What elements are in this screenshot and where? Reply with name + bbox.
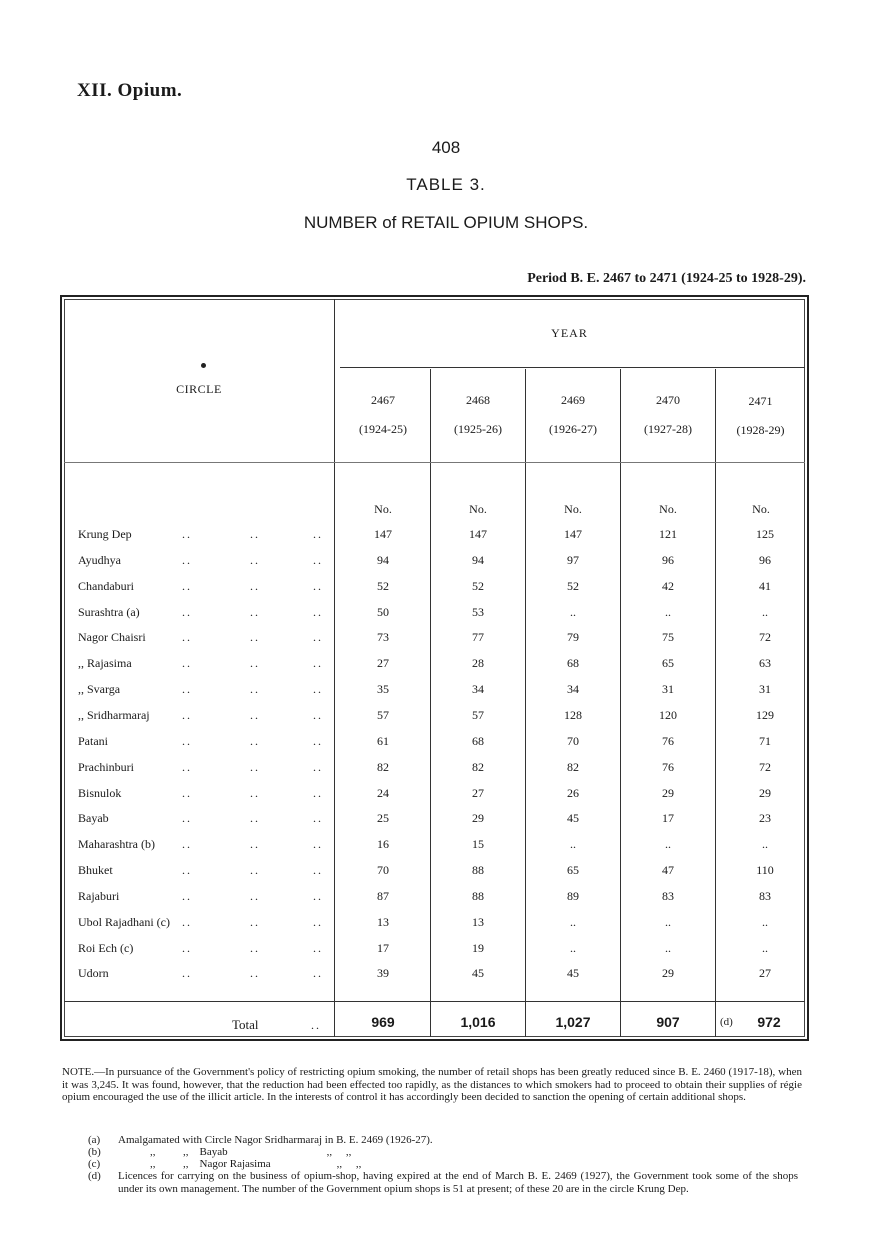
table-cell: 65 (567, 863, 579, 877)
column-year-be: 2469 (561, 393, 585, 407)
leader-dots: .. (250, 579, 260, 593)
table-cell: 88 (472, 889, 484, 903)
table-cell: 72 (759, 760, 771, 774)
table-cell: .. (665, 605, 671, 619)
leader-dots: .. (250, 966, 260, 980)
column-year-ce: (1926-27) (549, 422, 597, 436)
leader-dots: .. (313, 605, 323, 619)
unit-label: No. (564, 502, 582, 516)
table-cell: 45 (567, 966, 579, 980)
leader-dots: .. (182, 760, 192, 774)
leader-dots: .. (313, 734, 323, 748)
table-cell: 129 (756, 708, 774, 722)
column-year-be: 2470 (656, 393, 680, 407)
leader-dots: .. (313, 811, 323, 825)
leader-dots: .. (182, 682, 192, 696)
table-cell: 70 (377, 863, 389, 877)
table-cell: 52 (472, 579, 484, 593)
row-circle-label: Udorn (78, 966, 109, 980)
leader-dots: .. (250, 734, 260, 748)
table-number: TABLE 3. (406, 175, 486, 194)
leader-dots: .. (250, 837, 260, 851)
table-cell: 94 (377, 553, 389, 567)
table-cell: 13 (377, 915, 389, 929)
table-title: NUMBER of RETAIL OPIUM SHOPS. (303, 213, 589, 232)
table-cell: 25 (377, 811, 389, 825)
leader-dots: .. (182, 837, 192, 851)
row-circle-label: Maharashtra (b) (78, 837, 155, 851)
column-year-ce: (1924-25) (359, 422, 407, 436)
leader-dots: .. (250, 682, 260, 696)
total-2467: 969 (371, 1014, 395, 1030)
table-cell: 89 (567, 889, 579, 903)
leader-dots: .. (250, 527, 260, 541)
row-circle-label: Ayudhya (78, 553, 121, 567)
column-year-ce: (1928-29) (736, 423, 785, 437)
leader-dots: .. (250, 915, 260, 929)
table-cell: 68 (567, 656, 579, 670)
row-circle-label: Chandaburi (78, 579, 134, 593)
leader-dots: .. (182, 708, 192, 722)
leader-dots: .. (250, 863, 260, 877)
table-cell: 75 (662, 630, 674, 644)
table-cell: 68 (472, 734, 484, 748)
leader-dots: .. (182, 527, 192, 541)
table-cell: 41 (759, 579, 771, 593)
table-cell: 27 (759, 966, 771, 980)
note-text: ,, ,, Nagor Rajasima ,, ,, (150, 1158, 362, 1170)
leader-dots: .. (250, 630, 260, 644)
column-divider (620, 369, 621, 1037)
leader-dots: .. (250, 786, 260, 800)
year-header: YEAR (551, 326, 588, 340)
note-mark: (c) (88, 1158, 101, 1170)
row-circle-label: Surashtra (a) (78, 605, 140, 619)
total-2471: 972 (757, 1014, 781, 1030)
leader-dots: .. (313, 630, 323, 644)
table-cell: .. (570, 837, 576, 851)
leader-dots: .. (313, 915, 323, 929)
page-number: 408 (431, 138, 461, 157)
table-cell: 83 (759, 889, 771, 903)
leader-dots: .. (313, 579, 323, 593)
table-cell: 45 (472, 966, 484, 980)
row-circle-label: Prachinburi (78, 760, 134, 774)
table-cell: 53 (472, 605, 484, 619)
header-rule (64, 462, 805, 463)
table-cell: 76 (662, 734, 674, 748)
table-cell: 61 (377, 734, 389, 748)
total-2469: 1,027 (555, 1014, 591, 1030)
leader-dots: .. (313, 656, 323, 670)
table-cell: .. (570, 915, 576, 929)
bullet-mark (201, 363, 206, 368)
table-cell: 29 (662, 966, 674, 980)
table-cell: 88 (472, 863, 484, 877)
row-circle-label: Bisnulok (78, 786, 122, 800)
table-cell: 147 (469, 527, 487, 541)
row-circle-label: Bayab (78, 811, 109, 825)
leader-dots: .. (182, 579, 192, 593)
table-cell: 96 (759, 553, 771, 567)
leader-dots: .. (313, 760, 323, 774)
leader-dots: .. (313, 889, 323, 903)
table-cell: 35 (377, 682, 389, 696)
row-circle-label: Bhuket (78, 863, 113, 877)
table-cell: 128 (564, 708, 582, 722)
column-divider (525, 369, 526, 1037)
leader-dots: .. (182, 656, 192, 670)
note-text: ,, ,, Bayab ,, ,, (150, 1146, 352, 1158)
table-cell: 52 (567, 579, 579, 593)
note-main: NOTE.—In pursuance of the Government's policy of restricting opium smoking, the number of retail shops has been greatly reduced since B. E. 2460 (1917-18), when it was 3,245. It was found, however, that the reduction had been effected too rapidly, as the distances to which smokers had to proceed to obtain their supplies of régie opium encouraged the use of the illicit article. In the interests of control it has accordingly been decided to sanction the opening of certain additional shops. (62, 1066, 802, 1103)
column-divider (430, 369, 431, 1037)
row-circle-label: ,, Rajasima (78, 656, 132, 670)
note-mark: (a) (88, 1134, 101, 1146)
table-cell: .. (665, 941, 671, 955)
leader-dots: .. (182, 966, 192, 980)
leader-dots: .. (182, 553, 192, 567)
table-cell: 82 (567, 760, 579, 774)
leader-dots: .. (182, 811, 192, 825)
column-header-2468 (431, 393, 525, 437)
table-cell: 29 (662, 786, 674, 800)
table-cell: 47 (662, 863, 674, 877)
table-cell: 147 (374, 527, 392, 541)
table-cell: 121 (659, 527, 677, 541)
table-cell: 23 (759, 811, 771, 825)
table-cell: 50 (377, 605, 389, 619)
leader-dots: .. (250, 553, 260, 567)
column-header-2467 (336, 393, 430, 437)
leader-dots: .. (250, 656, 260, 670)
table-cell: 27 (377, 656, 389, 670)
leader-dots: .. (182, 605, 192, 619)
table-cell: 97 (567, 553, 579, 567)
column-header-2471 (716, 394, 805, 438)
leader-dots: .. (182, 786, 192, 800)
note-mark: (b) (88, 1146, 101, 1158)
column-year-be: 2471 (748, 394, 773, 408)
table-cell: 57 (472, 708, 484, 722)
total-footnote-mark: (d) (720, 1016, 733, 1028)
leader-dots: .. (250, 708, 260, 722)
table-cell: 83 (662, 889, 674, 903)
table-cell: 13 (472, 915, 484, 929)
table-cell: 82 (377, 760, 389, 774)
table-cell: .. (762, 941, 768, 955)
column-divider (715, 369, 716, 1037)
unit-label: No. (374, 502, 392, 516)
leader-dots: .. (313, 837, 323, 851)
table-cell: .. (570, 941, 576, 955)
table-cell: 16 (377, 837, 389, 851)
circle-divider (334, 299, 335, 1037)
note-text: Licences for carrying on the business of opium-shop, having expired at the end of March B. E. 2469 (1927), the Government took some of the shops under its own management. The number of the Government opium shops is 51 at present; of these 20 are in the circle Krung Dep. (118, 1170, 798, 1195)
table-cell: .. (570, 605, 576, 619)
table-cell: 73 (377, 630, 389, 644)
leader-dots: .. (182, 734, 192, 748)
table-cell: 96 (662, 553, 674, 567)
leader-dots: .. (182, 915, 192, 929)
period-caption: Period B. E. 2467 to 2471 (1924-25 to 1928-29). (527, 271, 806, 286)
leader-dots: .. (313, 966, 323, 980)
table-cell: 17 (377, 941, 389, 955)
leader-dots: .. (313, 682, 323, 696)
table-cell: 77 (472, 630, 484, 644)
leader-dots: .. (250, 760, 260, 774)
leader-dots: .. (182, 889, 192, 903)
table-cell: .. (665, 837, 671, 851)
total-label: Total (232, 1017, 259, 1032)
row-circle-label: Rajaburi (78, 889, 120, 903)
circle-header: CIRCLE (176, 382, 222, 396)
column-year-be: 2467 (371, 393, 395, 407)
table-cell: 72 (759, 630, 771, 644)
note-text: Amalgamated with Circle Nagor Sridharmaraj in B. E. 2469 (1926-27). (118, 1134, 433, 1146)
table-cell: .. (762, 915, 768, 929)
leader-dots: .. (313, 786, 323, 800)
total-2468: 1,016 (460, 1014, 496, 1030)
unit-label: No. (659, 502, 677, 516)
table-cell: 57 (377, 708, 389, 722)
leader-dots: .. (250, 889, 260, 903)
table-cell: 63 (759, 656, 771, 670)
unit-label: No. (752, 502, 770, 516)
table-cell: 65 (662, 656, 674, 670)
table-cell: 71 (759, 734, 771, 748)
unit-label: No. (469, 502, 487, 516)
leader-dots: .. (182, 630, 192, 644)
leader-dots: .. (250, 605, 260, 619)
leader-dots: .. (250, 941, 260, 955)
leader-dots: .. (313, 527, 323, 541)
row-circle-label: ,, Svarga (78, 682, 121, 696)
row-circle-label: ,, Sridharmaraj (78, 708, 150, 722)
row-circle-label: Roi Ech (c) (78, 941, 134, 955)
table-cell: 79 (567, 630, 579, 644)
table-cell: 24 (377, 786, 389, 800)
table-note (62, 1066, 802, 1104)
table-cell: 31 (759, 682, 771, 696)
leader-dots: .. (313, 553, 323, 567)
note-mark: (d) (88, 1170, 101, 1182)
table-cell: 29 (759, 786, 771, 800)
table-cell: 120 (659, 708, 677, 722)
year-underline (340, 367, 805, 368)
table-cell: 82 (472, 760, 484, 774)
leader-dots: .. (311, 1018, 321, 1032)
table-cell: 125 (756, 527, 774, 541)
table-cell: 28 (472, 656, 484, 670)
table-cell: 87 (377, 889, 389, 903)
table-cell: 147 (564, 527, 582, 541)
column-year-ce: (1927-28) (644, 422, 692, 436)
table-cell: 39 (377, 966, 389, 980)
column-header-2469 (526, 393, 620, 437)
leader-dots: .. (250, 811, 260, 825)
table-cell: 31 (662, 682, 674, 696)
total-rule (64, 1001, 805, 1002)
table-cell: 94 (472, 553, 484, 567)
section-title: XII. Opium. (77, 80, 183, 101)
table-cell: 52 (377, 579, 389, 593)
table-cell: 70 (567, 734, 579, 748)
table-cell: .. (762, 837, 768, 851)
table-cell: 42 (662, 579, 674, 593)
table-cell: 26 (567, 786, 579, 800)
table-cell: 27 (472, 786, 484, 800)
table-cell: 15 (472, 837, 484, 851)
table-cell: 45 (567, 811, 579, 825)
total-2470: 907 (656, 1014, 680, 1030)
row-circle-label: Nagor Chaisri (78, 630, 146, 644)
table-cell: 19 (472, 941, 484, 955)
row-circle-label: Patani (78, 734, 108, 748)
table-cell: 76 (662, 760, 674, 774)
leader-dots: .. (313, 708, 323, 722)
row-circle-label: Krung Dep (78, 527, 132, 541)
leader-dots: .. (313, 863, 323, 877)
column-year-ce: (1925-26) (454, 422, 502, 436)
column-header-2470 (621, 393, 715, 437)
table-cell: 34 (472, 682, 484, 696)
table-cell: 17 (662, 811, 674, 825)
table-cell: 110 (756, 863, 774, 877)
leader-dots: .. (313, 941, 323, 955)
table-cell: 34 (567, 682, 579, 696)
table-cell: .. (665, 915, 671, 929)
column-year-be: 2468 (466, 393, 490, 407)
table-cell: 29 (472, 811, 484, 825)
row-circle-label: Ubol Rajadhani (c) (78, 915, 170, 929)
table-cell: .. (762, 605, 768, 619)
leader-dots: .. (182, 941, 192, 955)
leader-dots: .. (182, 863, 192, 877)
